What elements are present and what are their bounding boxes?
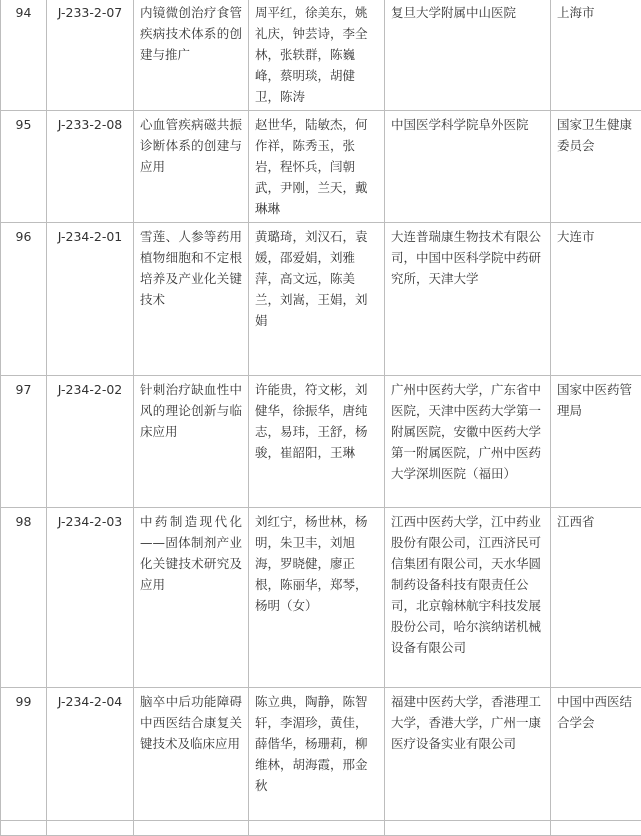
table-row	[1, 223, 641, 376]
main-contributors: 陈立典，陶静，陈智轩，李湄珍，黄佳，薛偕华，杨珊莉，柳维林，胡海霞，邢金秋	[249, 688, 385, 821]
project-code: J-234-2-01	[47, 223, 134, 376]
nominating-unit: 国家中医药管理局	[551, 376, 641, 508]
row-number: 96	[1, 223, 47, 376]
nominating-unit: 江西省	[551, 508, 641, 688]
table-row	[1, 0, 641, 111]
nominating-unit: 国家卫生健康 委员会	[551, 111, 641, 223]
project-name: 内镜微创治疗食管疾病技术体系的创建与推广	[134, 0, 249, 111]
project-code: J-234-2-03	[47, 508, 134, 688]
project-code: J-234-2-02	[47, 376, 134, 508]
table-cell	[1, 821, 47, 836]
table-cell	[249, 821, 385, 836]
table-body	[1, 0, 641, 836]
project-code: J-233-2-07	[47, 0, 134, 111]
main-units: 广州中医药大学，广东省中医院，天津中医药大学第一附属医院，安徽中医药大学第一附属医院，广州中医药大学深圳医院（福田）	[385, 376, 551, 508]
project-name: 心血管疾病磁共振诊断体系的创建与应用	[134, 111, 249, 223]
project-name: 针刺治疗缺血性中风的理论创新与临床应用	[134, 376, 249, 508]
nominating-unit: 中国中西医结合学会	[551, 688, 641, 821]
main-units: 福建中医药大学，香港理工大学，香港大学，广州一康医疗设备实业有限公司	[385, 688, 551, 821]
project-name: 雪莲、人参等药用植物细胞和不定根培养及产业化关键技术	[134, 223, 249, 376]
project-name: 中药制造现代化——固体制剂产业化关键技术研究及应用	[134, 508, 249, 688]
main-contributors: 赵世华，陆敏杰，何作祥，陈秀玉，张岩，程怀兵，闫朝武，尹刚，兰天，戴琳琳	[249, 111, 385, 223]
table-row	[1, 111, 641, 223]
row-number: 94	[1, 0, 47, 111]
row-number: 98	[1, 508, 47, 688]
table-cell	[47, 821, 134, 836]
main-contributors: 刘红宁，杨世林，杨明，朱卫丰，刘旭海，罗晓健，廖正根，陈丽华，郑琴，杨明（女）	[249, 508, 385, 688]
table-row	[1, 688, 641, 821]
main-units: 复旦大学附属中山医院	[385, 0, 551, 111]
main-units: 中国医学科学院阜外医院	[385, 111, 551, 223]
project-name: 脑卒中后功能障碍中西医结合康复关键技术及临床应用	[134, 688, 249, 821]
table-cell	[385, 821, 551, 836]
row-number: 97	[1, 376, 47, 508]
table-cell	[134, 821, 249, 836]
nominating-unit: 上海市	[551, 0, 641, 111]
nominating-unit: 大连市	[551, 223, 641, 376]
table-row	[1, 376, 641, 508]
row-number: 99	[1, 688, 47, 821]
project-code: J-234-2-04	[47, 688, 134, 821]
main-units: 江西中医药大学，江中药业股份有限公司，江西济民可信集团有限公司，天水华圆制药设备科技有限责任公司，北京翰林航宇科技发展股份公司，哈尔滨纳诺机械设备有限公司	[385, 508, 551, 688]
table-cell	[551, 821, 641, 836]
table-row-partial	[1, 821, 641, 836]
main-contributors: 黄璐琦，刘汉石，袁媛，邵爱娟，刘雅萍，高文远，陈美兰，刘嵩，王娟，刘娟	[249, 223, 385, 376]
main-units: 大连普瑞康生物技术有限公司，中国中医科学院中药研究所，天津大学	[385, 223, 551, 376]
main-contributors: 周平红，徐美东，姚礼庆，钟芸诗，李全林，张轶群，陈巍峰，蔡明琰，胡健卫，陈涛	[249, 0, 385, 111]
table-row	[1, 508, 641, 688]
main-contributors: 许能贵，符文彬，刘健华，徐振华，唐纯志，易玮，王舒，杨骏，崔韶阳，王琳	[249, 376, 385, 508]
row-number: 95	[1, 111, 47, 223]
project-code: J-233-2-08	[47, 111, 134, 223]
